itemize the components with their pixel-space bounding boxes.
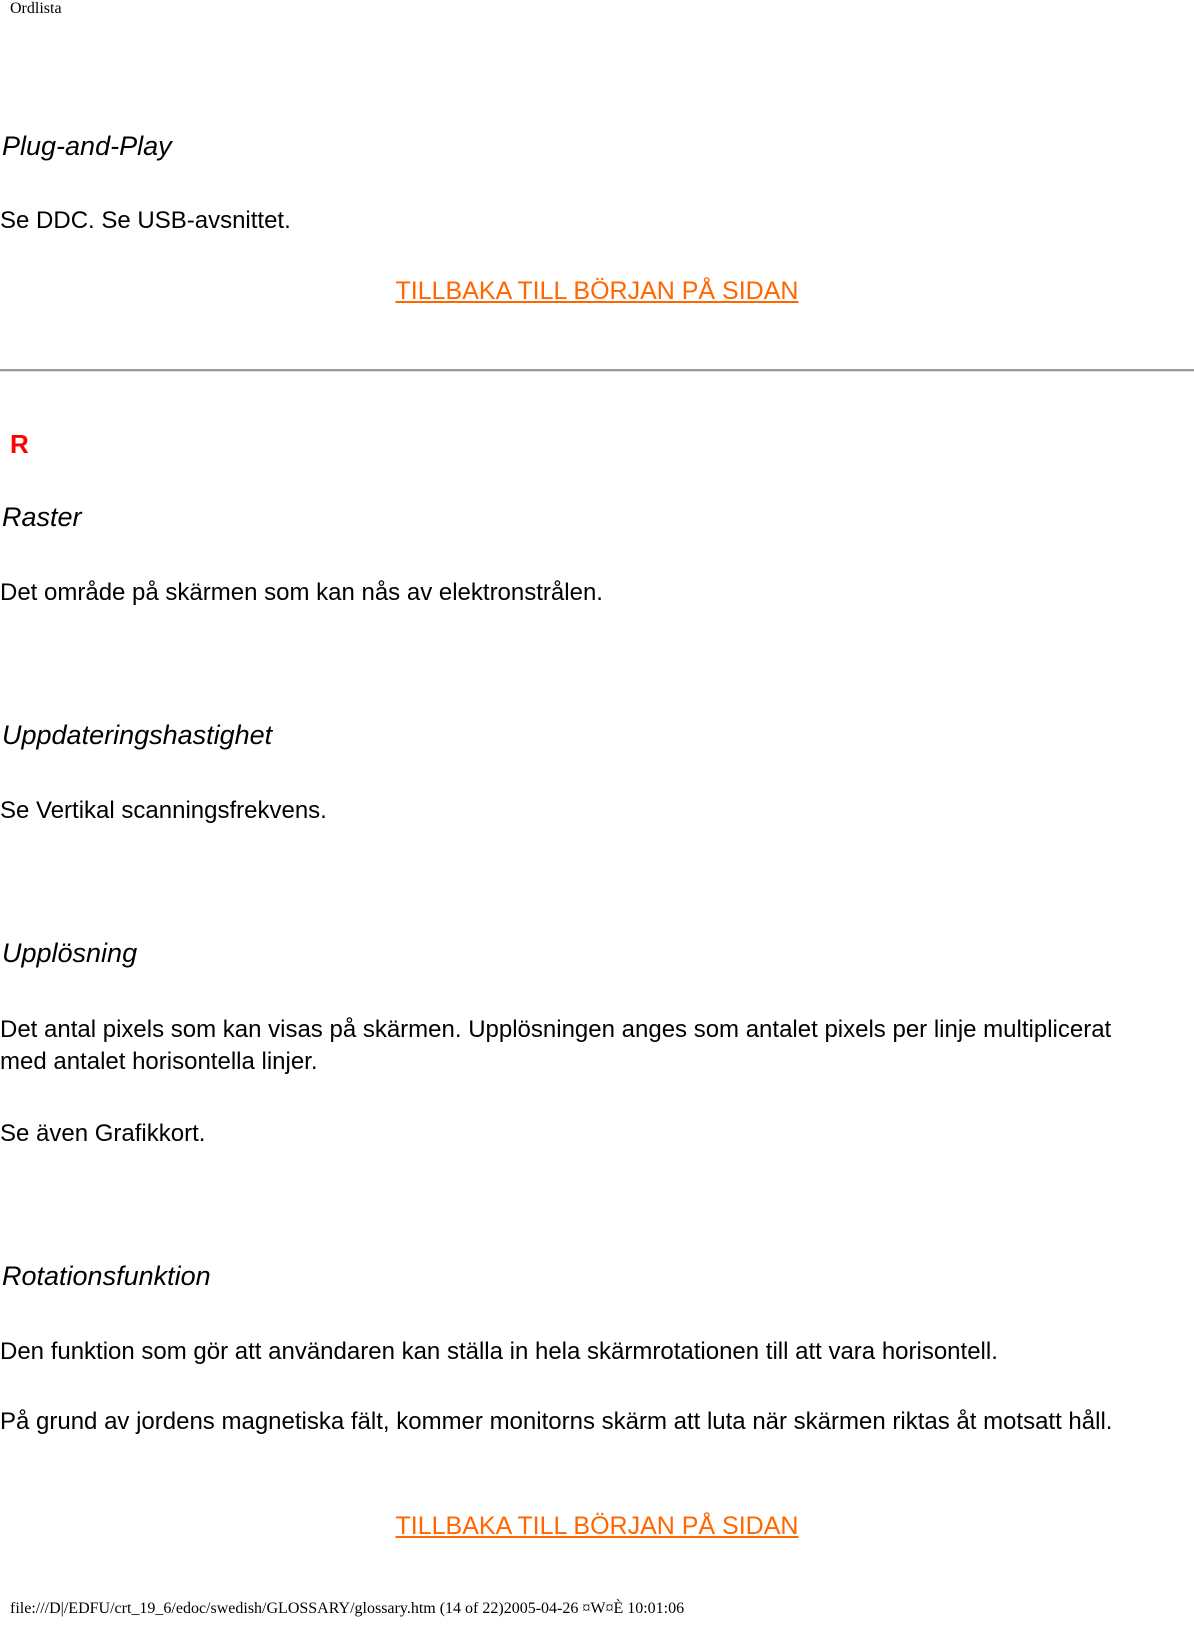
page-footer-path: file:///D|/EDFU/crt_19_6/edoc/swedish/GLOSSARY/glossary.htm (14 of 22)2005-04-26 ¤W¤È 10:01:06 — [10, 1600, 685, 1617]
page-header-title: Ordlista — [10, 0, 62, 17]
definition-rotationsfunktion-note: På grund av jordens magnetiska fält, kommer monitorns skärm att luta när skärmen riktas åt motsatt håll. — [0, 1408, 1113, 1435]
definition-rotationsfunktion: Den funktion som gör att användaren kan ställa in hela skärmrotationen till att vara horisontell. — [0, 1338, 998, 1365]
definition-upplosning-see-also: Se även Grafikkort. — [0, 1120, 206, 1147]
term-plug-and-play: Plug-and-Play — [2, 131, 172, 161]
term-raster: Raster — [2, 502, 82, 532]
term-upplosning: Upplösning — [2, 938, 138, 968]
definition-uppdateringshastighet: Se Vertikal scanningsfrekvens. — [0, 797, 327, 824]
definition-raster: Det område på skärmen som kan nås av elektronstrålen. — [0, 579, 603, 606]
definition-plug-and-play: Se DDC. Se USB-avsnittet. — [0, 207, 291, 234]
back-to-top-link[interactable]: TILLBAKA TILL BÖRJAN PÅ SIDAN — [395, 277, 799, 305]
term-rotationsfunktion: Rotationsfunktion — [2, 1261, 211, 1291]
section-letter-r: R — [10, 429, 29, 459]
definition-upplosning: Det antal pixels som kan visas på skärmen. Upplösningen anges som antalet pixels per linje multiplicerat med antalet horisontella linjer. — [0, 1016, 1112, 1075]
back-to-top-link-bottom[interactable]: TILLBAKA TILL BÖRJAN PÅ SIDAN — [395, 1512, 799, 1540]
term-uppdateringshastighet: Uppdateringshastighet — [2, 720, 273, 750]
section-divider — [0, 369, 1194, 372]
